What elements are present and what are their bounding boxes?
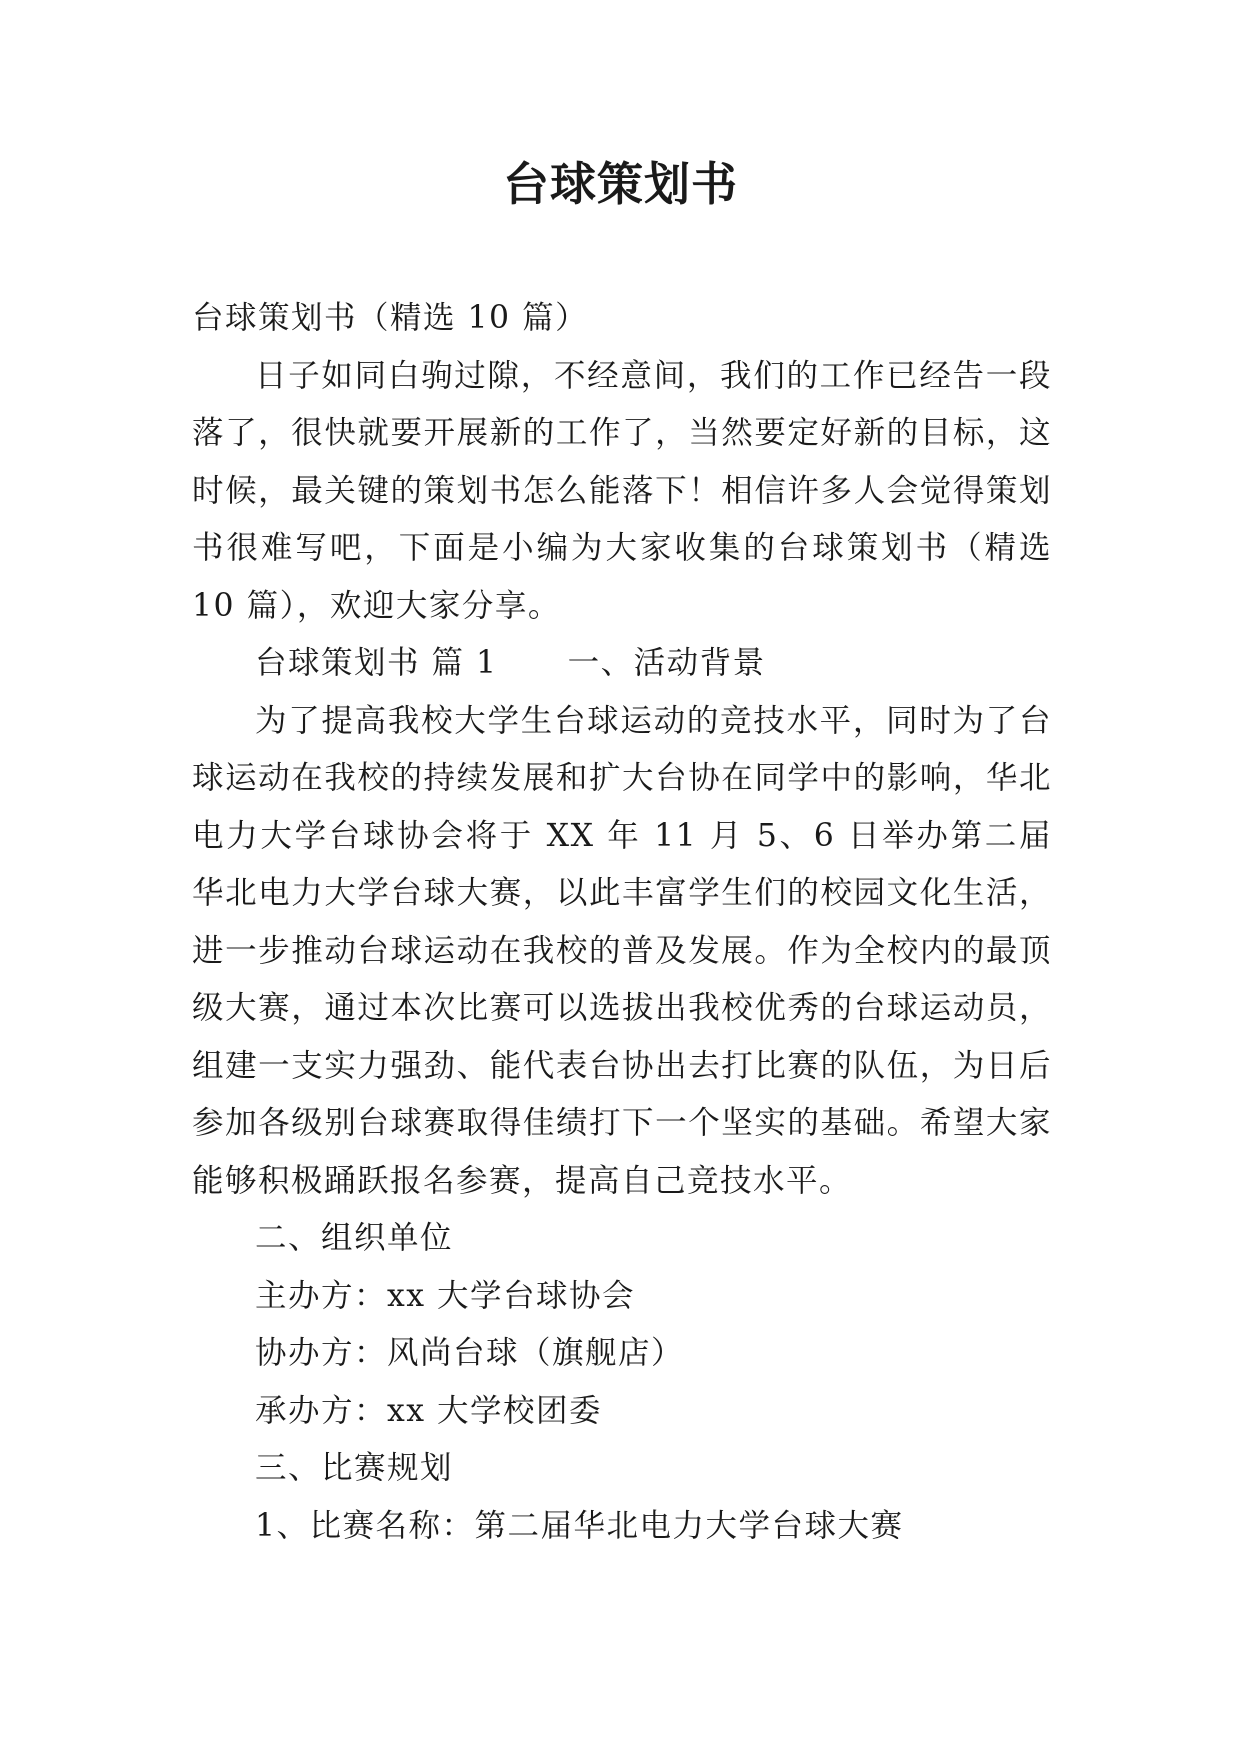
document-title: 台球策划书 <box>503 157 738 211</box>
section2-heading: 二、组织单位 <box>255 1220 454 1256</box>
article-label: 台球策划书 篇 1 <box>255 645 498 681</box>
intro-paragraph: 日子如同白驹过隙，不经意间，我们的工作已经告一段落了，很快就要开展新的工作了，当然要定好新的目标，这时候，最关键的策划书怎么能落下！相信许多人会觉得策划书很难写吧，下面是小编为大家收集的台球策划书（精选 10 篇），欢迎大家分享。 <box>192 357 1052 624</box>
document-subtitle: 台球策划书（精选 10 篇） <box>192 300 589 336</box>
competition-name-line: 1、比赛名称：第二届华北电力大学台球大赛 <box>255 1507 904 1544</box>
co-host-line: 协办方：风尚台球（旗舰店） <box>255 1335 685 1371</box>
section3-heading: 三、比赛规划 <box>255 1450 454 1486</box>
host-line: 主办方：xx 大学台球协会 <box>255 1277 636 1314</box>
section1-heading: 一、活动背景 <box>567 645 766 681</box>
article-heading-line <box>192 635 1052 693</box>
document-body <box>192 290 1052 1555</box>
background-paragraph: 为了提高我校大学生台球运动的竞技水平，同时为了台球运动在我校的持续发展和扩大台协在同学中的影响，华北电力大学台球协会将于 XX 年 11 月 5、6 日举办第二届华北电力大学台球大赛，以此丰富学生们的校园文化生活，进一步推动台球运动在我校的普及发展。作为全校内的最顶级大赛，通过本次比赛可以选拔出我校优秀的台球运动员，组建一支实力强劲、能代表台协出去打比赛的队伍，为日后参加各级别台球赛取得佳绩打下一个坚实的基础。希望大家能够积极踊跃报名参赛，提高自己竞技水平。 <box>192 702 1052 1199</box>
organizer-line: 承办方：xx 大学校团委 <box>255 1392 603 1429</box>
